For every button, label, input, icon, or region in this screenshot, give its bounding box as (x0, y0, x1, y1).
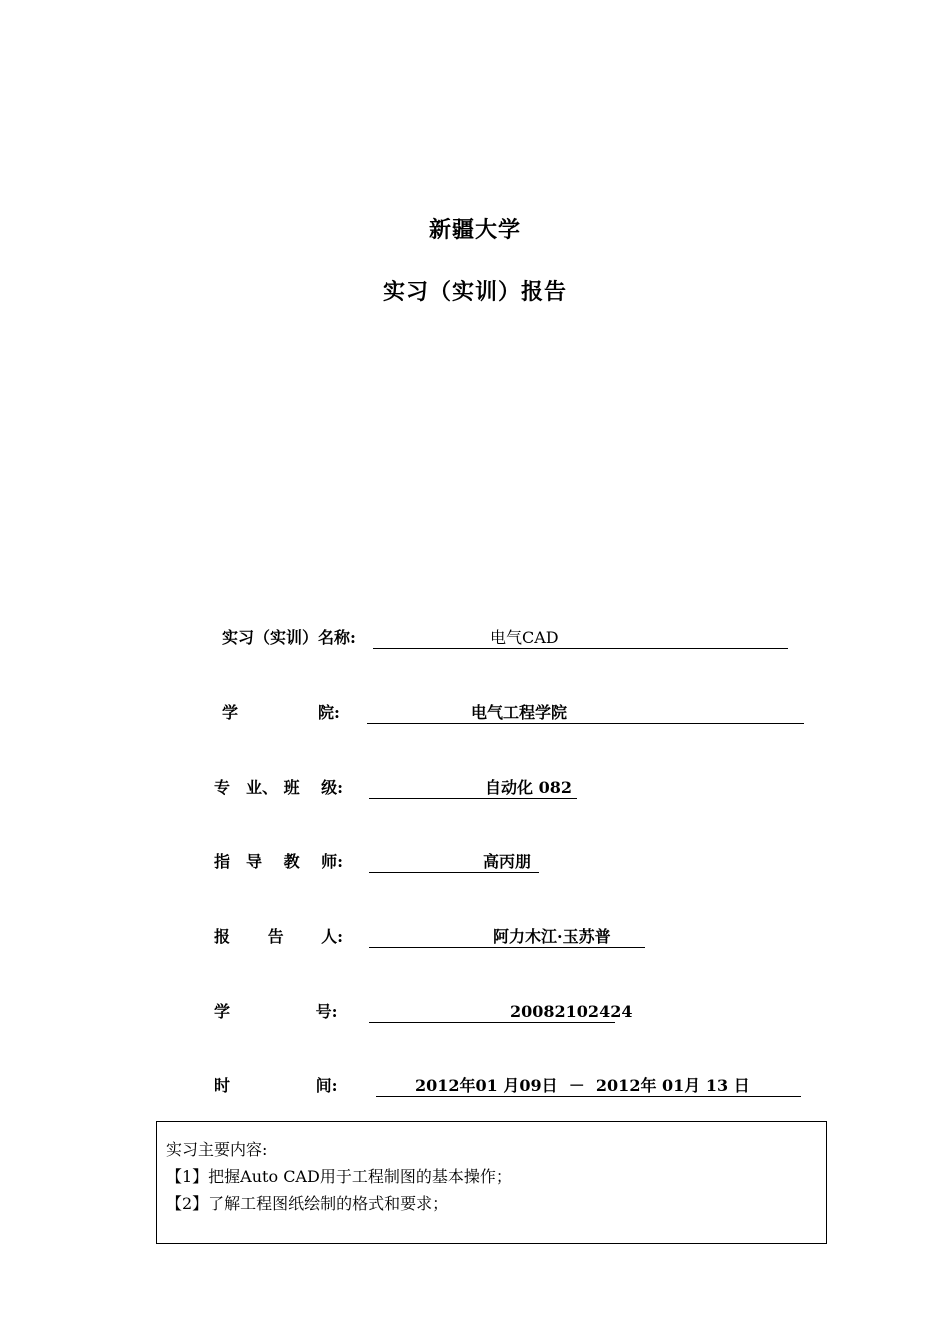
field-value: 20082102424 (510, 1002, 633, 1021)
field-underline (367, 702, 804, 724)
content-heading: 实习主要内容: (166, 1140, 268, 1159)
field-underline (373, 627, 788, 649)
field-value: 2012年01 月09日 － 2012年 01月 13 日 (415, 1076, 750, 1095)
field-label: 学 院: (222, 703, 340, 722)
field-label: 实习（实训）名称: (222, 628, 356, 647)
field-value: 高丙朋 (483, 852, 532, 871)
field-major-class (214, 777, 614, 799)
field-college (222, 702, 807, 724)
field-value: 自动化 082 (485, 778, 572, 797)
university-name: 新疆大学 (428, 217, 521, 243)
field-time (214, 1075, 814, 1097)
report-title: 实习（实训）报告 (382, 279, 567, 305)
field-advisor (214, 851, 614, 873)
content-box (156, 1121, 827, 1244)
field-value: 电气工程学院 (471, 703, 568, 722)
content-item: 【1】把握Auto CAD用于工程制图的基本操作； (166, 1167, 512, 1186)
field-value: 电气CAD (490, 628, 559, 647)
field-reporter (214, 926, 664, 948)
field-label: 时 间: (214, 1076, 338, 1095)
field-label: 学 号: (214, 1002, 338, 1021)
content-item: 【2】了解工程图纸绘制的格式和要求； (166, 1194, 449, 1213)
field-label: 专 业、 班 级: (214, 778, 344, 797)
field-value: 阿力木江·玉苏普 (493, 927, 611, 946)
field-student-number (214, 1001, 664, 1023)
field-label: 报 告 人: (214, 927, 344, 946)
field-label: 指 导 教 师: (214, 852, 344, 871)
field-practice-name (222, 627, 792, 649)
